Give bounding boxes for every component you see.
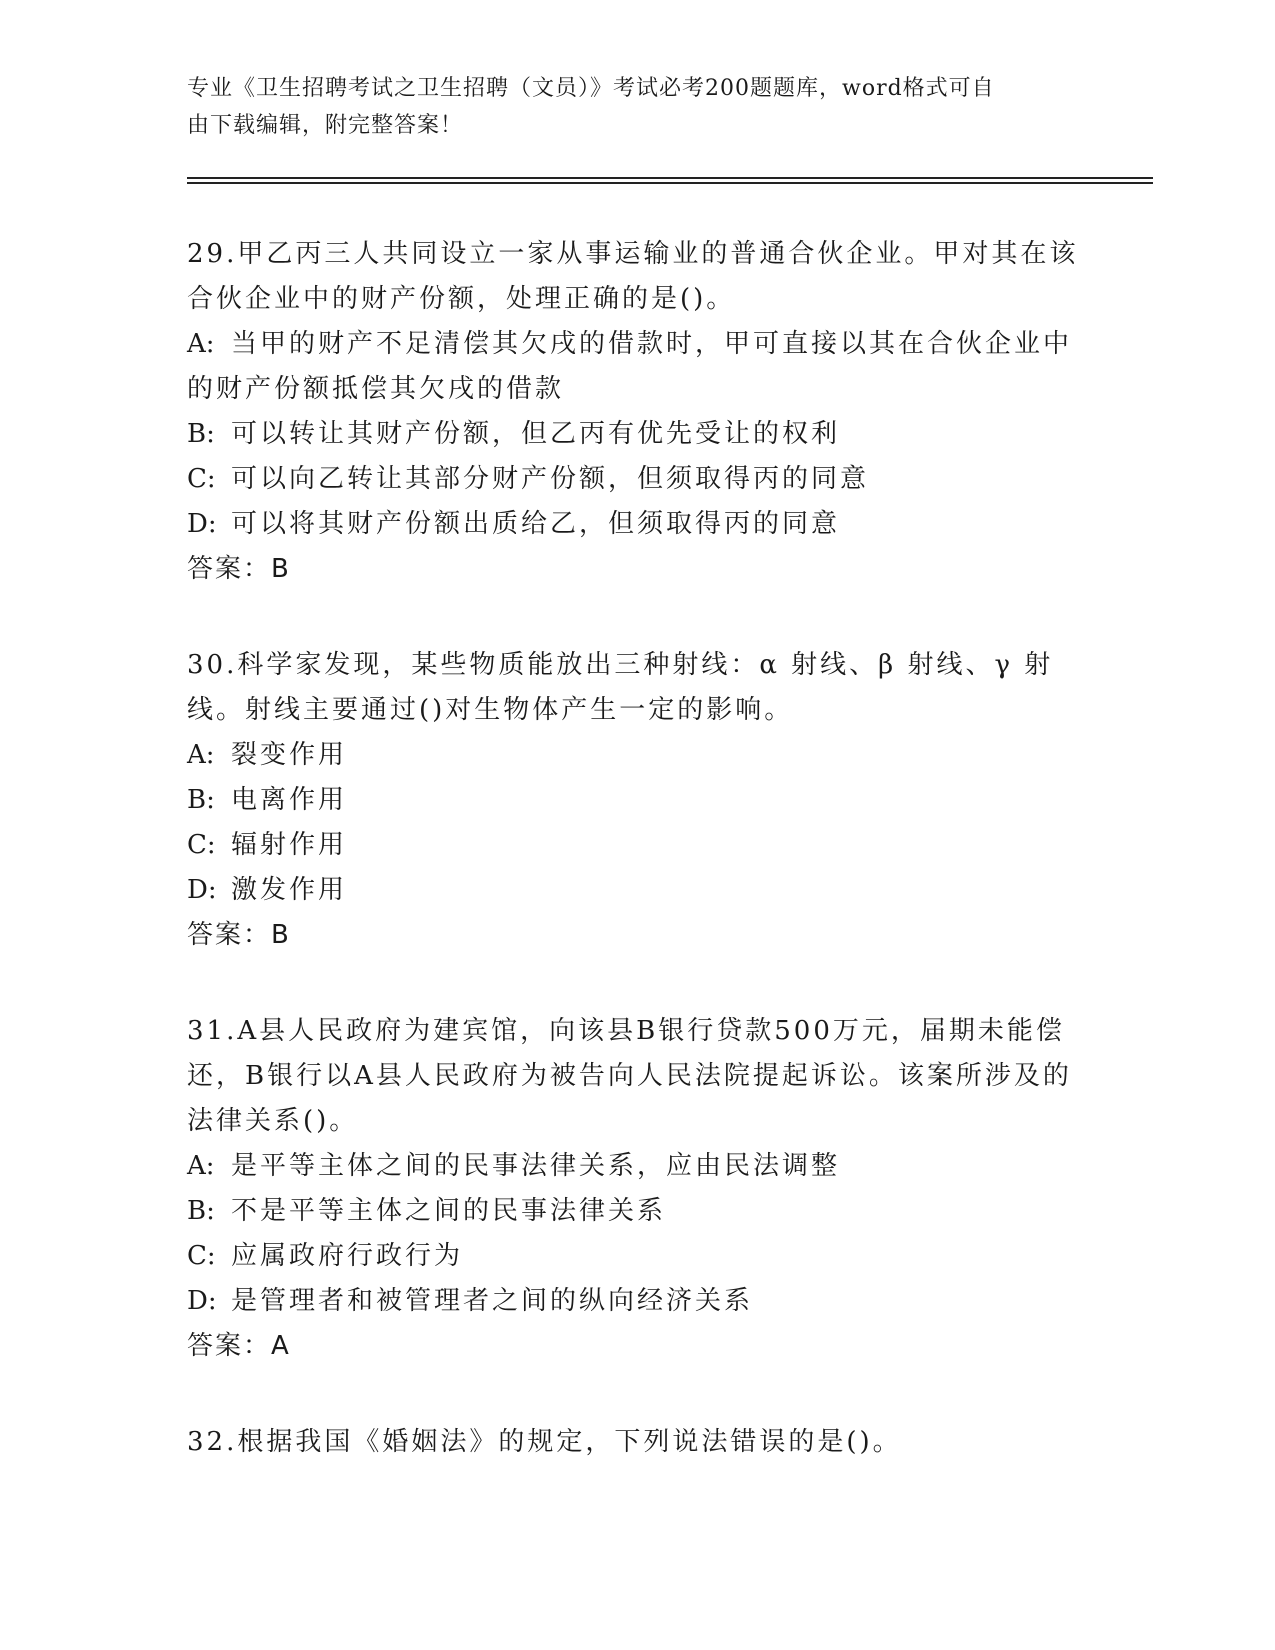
answer-line: 答案：B [187,554,291,584]
option-key: C: [187,830,216,860]
question-stem-line: 合伙企业中的财产份额，处理正确的是()。 [187,284,736,314]
option-b [187,778,1087,823]
header-line: 专业《卫生招聘考试之卫生招聘（文员）》考试必考200题题库，word格式可自 [187,76,995,101]
header-divider [187,177,1153,179]
question-stem-line: 31.A县人民政府为建宾馆，向该县B银行贷款500万元，届期未能偿 [187,1016,1065,1046]
option-key: D: [187,1286,217,1316]
question-stem-line: 29.甲乙丙三人共同设立一家从事运输业的普通合伙企业。甲对其在该 [187,239,1079,269]
option-key: B: [187,419,215,449]
question-29 [187,232,1087,592]
option-d [187,502,1087,547]
document-header [187,70,1087,144]
question-stem-line: 30.科学家发现，某些物质能放出三种射线：α 射线、β 射线、γ 射 [187,650,1054,680]
option-key: D: [187,875,217,905]
option-key: B: [187,785,215,815]
option-text: 裂变作用 [231,740,348,770]
option-text: 可以将其财产份额出质给乙，但须取得丙的同意 [231,509,841,539]
option-key: A: [187,1151,215,1181]
option-key: C: [187,1241,216,1271]
option-text: 辐射作用 [231,830,348,860]
question-stem-line: 32.根据我国《婚姻法》的规定，下列说法错误的是()。 [187,1427,902,1457]
question-stem-line: 线。射线主要通过()对生物体产生一定的影响。 [187,695,794,725]
option-key: A: [187,740,215,770]
option-b [187,1189,1087,1234]
option-a [187,322,1087,367]
question-31 [187,1009,1087,1369]
option-a [187,733,1087,778]
question-32 [187,1420,1087,1465]
option-text: 可以转让其财产份额，但乙丙有优先受让的权利 [231,419,841,449]
option-c [187,823,1087,868]
question-stem-line: 还，B银行以A县人民政府为被告向人民法院提起诉讼。该案所涉及的 [187,1061,1072,1091]
option-text: 是平等主体之间的民事法律关系，应由民法调整 [231,1151,841,1181]
option-text: 电离作用 [231,785,348,815]
option-text: 可以向乙转让其部分财产份额，但须取得丙的同意 [231,464,870,494]
option-text: 当甲的财产不足清偿其欠戌的借款时，甲可直接以其在合伙企业中 [231,329,1073,359]
option-c [187,457,1087,502]
option-text: 应属政府行政行为 [231,1241,464,1271]
option-key: B: [187,1196,215,1226]
option-key: C: [187,464,216,494]
question-stem-line: 法律关系()。 [187,1106,359,1136]
option-text: 是管理者和被管理者之间的纵向经济关系 [231,1286,754,1316]
option-key: D: [187,509,217,539]
answer-line: 答案：A [187,1331,291,1361]
option-a-continued: 的财产份额抵偿其欠戌的借款 [187,374,565,404]
option-c [187,1234,1087,1279]
option-a [187,1144,1087,1189]
option-text: 不是平等主体之间的民事法律关系 [231,1196,667,1226]
option-text: 激发作用 [231,875,348,905]
option-d [187,1279,1087,1324]
option-key: A: [187,329,215,359]
option-b [187,412,1087,457]
answer-line: 答案：B [187,920,291,950]
header-line: 由下载编辑，附完整答案！ [187,113,464,138]
header-divider [187,182,1153,184]
question-30 [187,643,1087,958]
option-d [187,868,1087,913]
